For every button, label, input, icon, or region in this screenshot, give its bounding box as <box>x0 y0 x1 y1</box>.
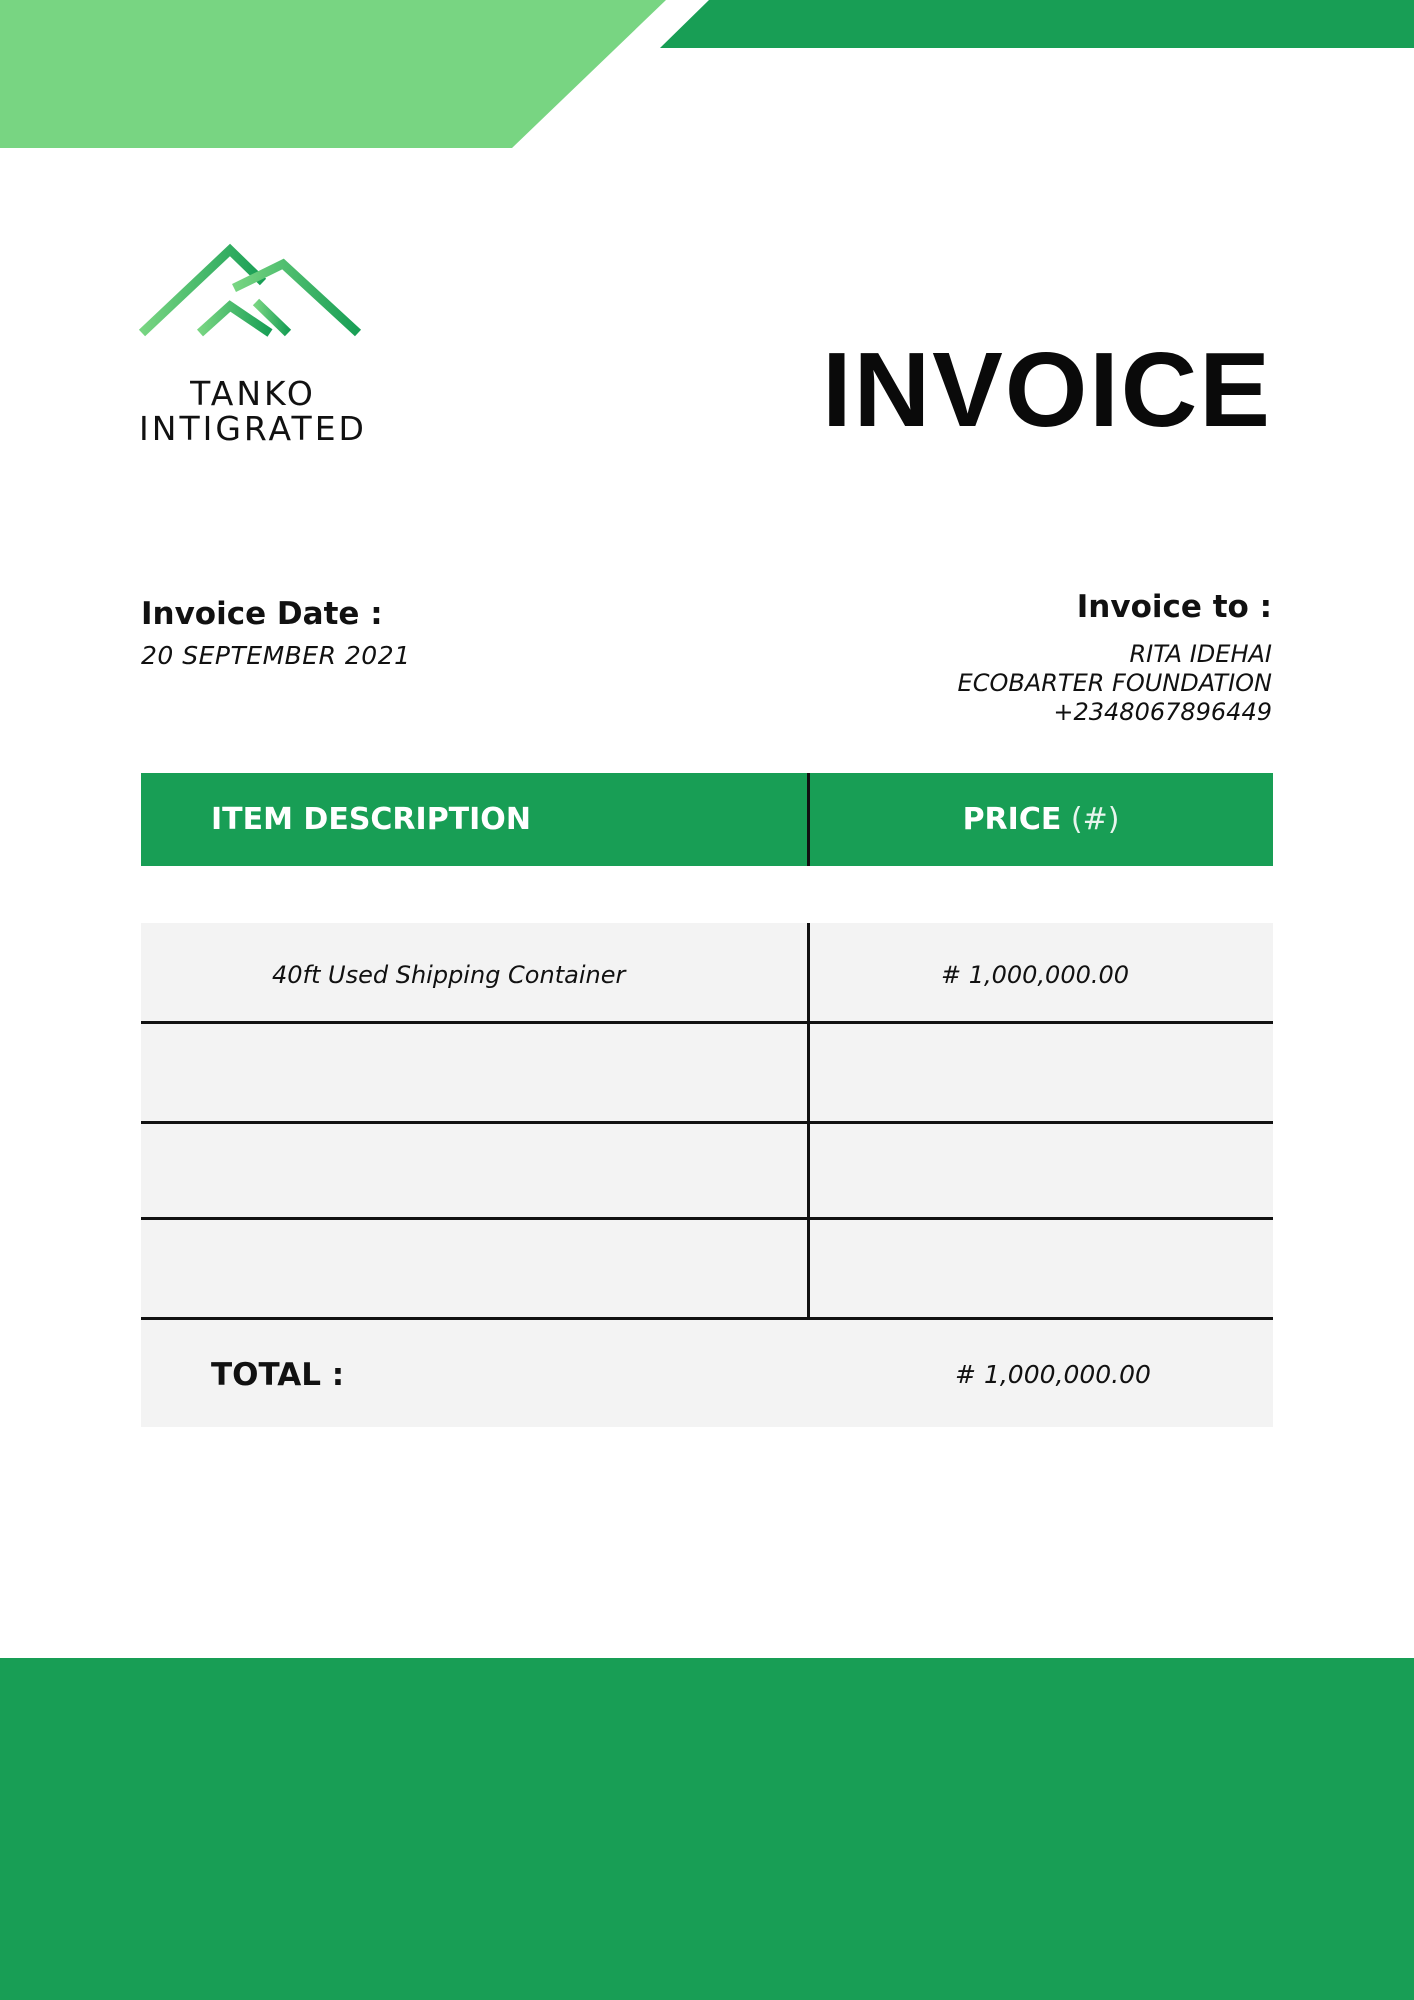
company-name-line1: TANKO <box>190 374 316 413</box>
column-header-price-unit: (#) <box>1070 802 1120 837</box>
company-name <box>138 376 368 446</box>
invoice-to-details <box>958 640 1272 727</box>
column-header-description: ITEM DESCRIPTION <box>211 802 531 837</box>
client-name: RITA IDEHAI <box>1129 640 1272 668</box>
header-divider <box>807 773 810 866</box>
client-organization: ECOBARTER FOUNDATION <box>957 669 1272 697</box>
mountain-logo-icon <box>138 240 364 340</box>
column-header-price-label: PRICE <box>962 802 1062 837</box>
invoice-date-label: Invoice Date : <box>141 596 383 632</box>
column-header-price <box>809 773 1273 866</box>
invoice-date-value: 20 SEPTEMBER 2021 <box>141 641 411 670</box>
client-phone: +2348067896449 <box>1053 698 1272 726</box>
table-grid-lines <box>141 923 1273 1323</box>
total-value: # 1,000,000.00 <box>955 1360 1151 1389</box>
row-1-description: 40ft Used Shipping Container <box>272 961 626 989</box>
footer-band <box>0 1658 1414 2000</box>
total-label: TOTAL : <box>211 1357 345 1393</box>
company-name-line2: INTIGRATED <box>139 409 367 448</box>
row-1-price: # 1,000,000.00 <box>940 961 1130 989</box>
page-title: INVOICE <box>822 331 1272 449</box>
invoice-to-label: Invoice to : <box>1076 589 1272 625</box>
header-decor-band-dark <box>0 0 1414 48</box>
table-header <box>141 773 1273 866</box>
